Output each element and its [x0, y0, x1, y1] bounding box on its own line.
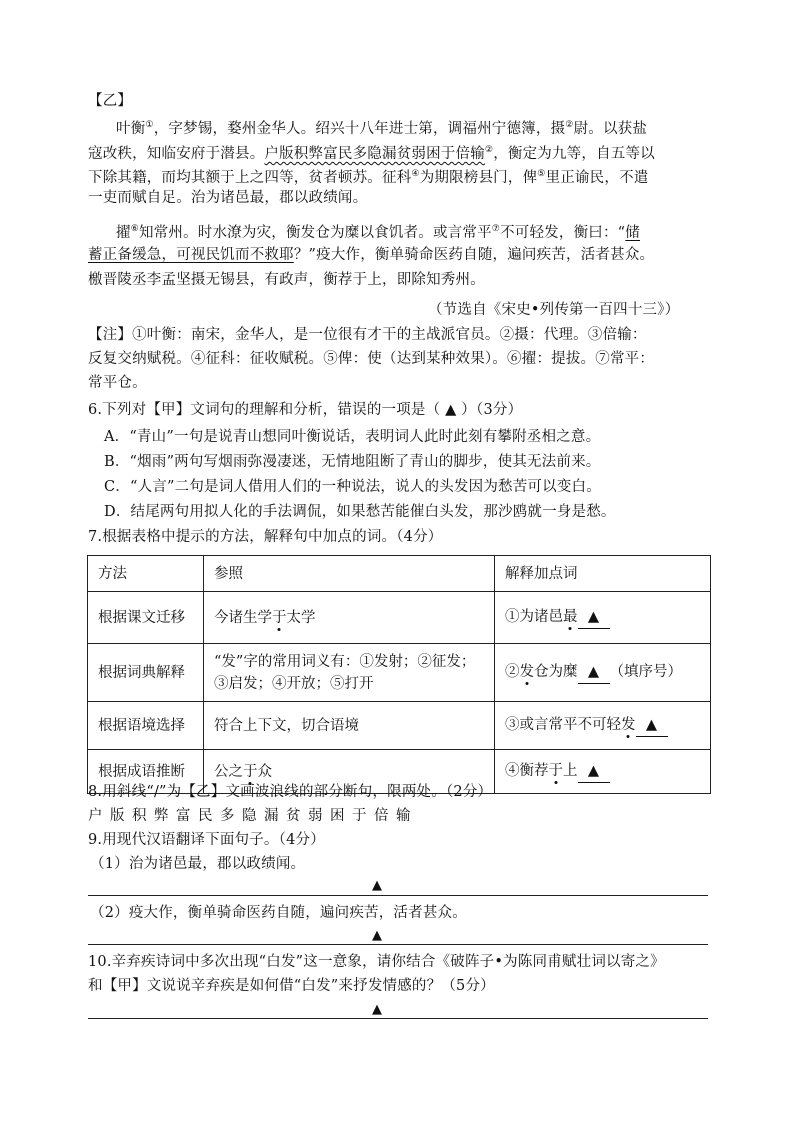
notes-line3: 常平仓。 — [88, 375, 147, 391]
para2-line1: 擢⑥知常州。时水潦为灾，衡发仓为糜以食饥者。或言常平⑦不可轻发，衡曰：“储 — [116, 224, 640, 241]
method-cell: 根据课文迁移 — [88, 592, 204, 644]
notes-line2: 反复交纳赋税。④征科：征收赋税。⑤俾：使（达到某种效果）。⑥擢：提拔。⑦常平： — [88, 351, 655, 367]
table-row — [88, 702, 711, 750]
para1-line3: 下除其籍，而均其额于上之四等，贫者顿苏。征科④为期限榜县门，俾⑤里正谕民，不遣 — [88, 169, 649, 186]
q10-line1: 10.辛弃疾诗词中多次出现“白发”这一意象，请你结合《破阵子•为陈同甫赋壮词以寄之》 — [88, 954, 665, 970]
notes-line1: 【注】①叶衡：南宋，金华人，是一位很有才干的主战派官员。②摄：代理。③倍输： — [88, 327, 647, 343]
method-cell: 根据词典解释 — [88, 644, 204, 702]
q6-stem: 6.下列对【甲】文词句的理解和分析，错误的一项是（ ▲ ）（3分） — [88, 402, 523, 418]
reference-cell: 公之于众 — [204, 750, 495, 794]
answer-blank[interactable]: ▲ — [636, 714, 668, 737]
reference-cell: 今诸生学于太学 — [204, 592, 495, 644]
para1-line2: 寇改秩，知临安府于潜县。户版积弊富民多隐漏贫弱困于倍输②，衡定为九等，自五等以 — [88, 145, 655, 162]
para1-line1: 叶衡①，字梦锡，婺州金华人。绍兴十八年进士第，调福州宁德簿，摄②尉。以获盐 — [116, 120, 648, 137]
q10-line2: 和【甲】文说说辛弃疾是如何借“白发”来抒发情感的？（5分） — [88, 978, 495, 994]
q8-stem: 8.用斜线“/”为【乙】文画波浪线的部分断句，限两处。（2分） — [88, 784, 493, 800]
q7-stem: 7.根据表格中提示的方法，解释句中加点的词。（4分） — [88, 529, 443, 545]
source-citation: （节选自《宋史•列传第一百四十三》） — [428, 302, 680, 318]
answer-cell: ②发仓为糜 ▲ （填序号） — [495, 644, 711, 702]
q9-sentence1: （1）治为诸邑最，郡以政绩闻。 — [90, 856, 306, 872]
q6-option-b: B．“烟雨”两句写烟雨弥漫凄迷，无情地阻断了青山的脚步，使其无法前来。 — [104, 454, 601, 470]
reference-cell: 符合上下文，切合语境 — [204, 702, 495, 750]
answer-blank[interactable]: ▲ — [578, 661, 610, 684]
answer-mark: ▲ — [372, 1002, 382, 1017]
answer-cell: ④衡荐于上 ▲ — [495, 750, 711, 794]
q6-option-d: D．结尾两句用拟人化的手法调侃，如果愁苦能催白头发，那沙鸥就一身是愁。 — [104, 504, 616, 520]
reference-cell: “发”字的常用词义有：①发射；②征发； ③启发；④开放；⑤打开 — [204, 644, 495, 702]
answer-blank[interactable]: ▲ — [578, 606, 610, 629]
answer-mark: ▲ — [372, 878, 382, 893]
table-header-cell: 方法 — [88, 556, 204, 592]
method-cell: 根据成语推断 — [88, 750, 204, 794]
answer-line[interactable] — [88, 895, 708, 896]
answer-cell: ③或言常平不可轻发 ▲ — [495, 702, 711, 750]
section-label: 【乙】 — [88, 93, 133, 109]
answer-cell: ①为诸邑最 ▲ — [495, 592, 711, 644]
answer-line[interactable] — [88, 1018, 708, 1019]
q6-option-a: A．“青山”一句是说青山想同叶衡说话，表明词人此时此刻有攀附丞相之意。 — [104, 429, 601, 445]
para2-line3: 檄晋陵丞李孟坚摄无锡县，有政声，衡荐于上，即除知秀州。 — [88, 272, 485, 288]
q8-text[interactable]: 户版积弊富民多隐漏贫弱困于倍输 — [88, 808, 418, 824]
table-header-cell: 解释加点词 — [495, 556, 711, 592]
table-row — [88, 644, 711, 702]
para2-line2: 蓄正备缓急，可视民饥而不救耶？”疫大作，衡单骑命医药自随，遍问疾苦，活者甚众。 — [88, 247, 655, 263]
para1-line4: 一吏而赋自足。治为诸邑最，郡以政绩闻。 — [88, 190, 368, 206]
method-cell: 根据语境选择 — [88, 702, 204, 750]
section-header — [88, 91, 132, 111]
q9-stem: 9.用现代汉语翻译下面句子。（4分） — [88, 832, 325, 848]
table-row — [88, 592, 711, 644]
q9-sentence2: （2）疫大作，衡单骑命医药自随，遍问疾苦，活者甚众。 — [90, 905, 467, 921]
table-header-cell: 参照 — [204, 556, 495, 592]
q7-table — [87, 555, 711, 794]
answer-blank[interactable]: ▲ — [578, 760, 610, 783]
answer-line[interactable] — [88, 944, 708, 945]
answer-mark: ▲ — [372, 928, 382, 943]
underlined-quote: 蓄正备缓急，可视民饥而不救耶 — [88, 247, 294, 263]
q6-option-c: C．“人言”二句是词人借用人们的一种说法，说人的头发因为愁苦可以变白。 — [104, 479, 601, 495]
wavy-line-text: 户版积弊富民多隐漏贫弱困于倍输 — [264, 145, 485, 162]
table-header-row — [88, 556, 711, 592]
